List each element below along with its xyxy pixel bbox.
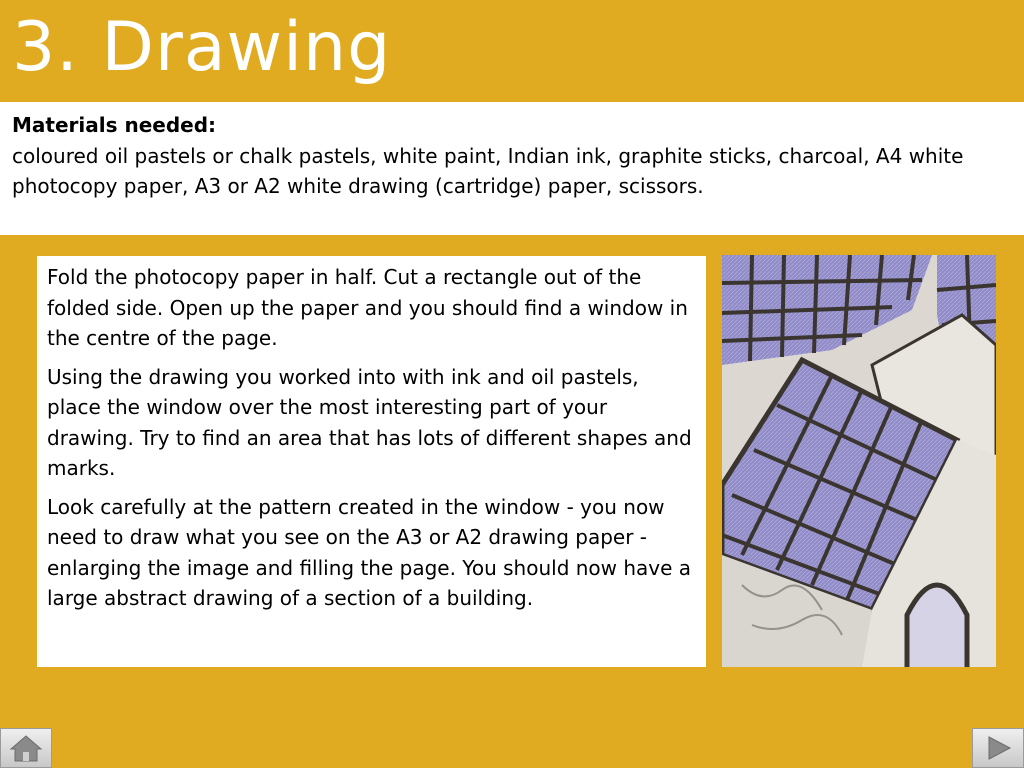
- materials-heading: Materials needed:: [12, 113, 217, 137]
- instruction-paragraph: Fold the photocopy paper in half. Cut a rectangle out of the folded side. Open up the paper and you should find a window in the centre of the page.: [47, 265, 688, 350]
- instructions-panel: [37, 256, 706, 667]
- materials-list: coloured oil pastels or chalk pastels, white paint, Indian ink, graphite sticks, charcoal, A4 white photocopy paper, A3 or A2 white drawing (cartridge) paper, scissors.: [12, 143, 964, 198]
- home-button[interactable]: [0, 728, 52, 768]
- next-slide-button[interactable]: [972, 728, 1024, 768]
- materials-panel: [0, 102, 1024, 235]
- home-icon: [9, 733, 43, 763]
- abstract-building-drawing: [722, 255, 996, 667]
- instruction-paragraph: Using the drawing you worked into with ink and oil pastels, place the window over the most interesting part of your drawing. Try to find an area that has lots of different shapes and marks.: [47, 364, 692, 480]
- artwork-image: [722, 255, 996, 667]
- instruction-paragraph: Look carefully at the pattern created in the window - you now need to draw what you see on the A3 or A2 drawing paper - enlarging the image and filling the page. You should now have a large abstract drawing of a section of a building.: [47, 494, 692, 610]
- slide-title: 3. Drawing: [12, 8, 392, 87]
- play-arrow-icon: [983, 734, 1013, 762]
